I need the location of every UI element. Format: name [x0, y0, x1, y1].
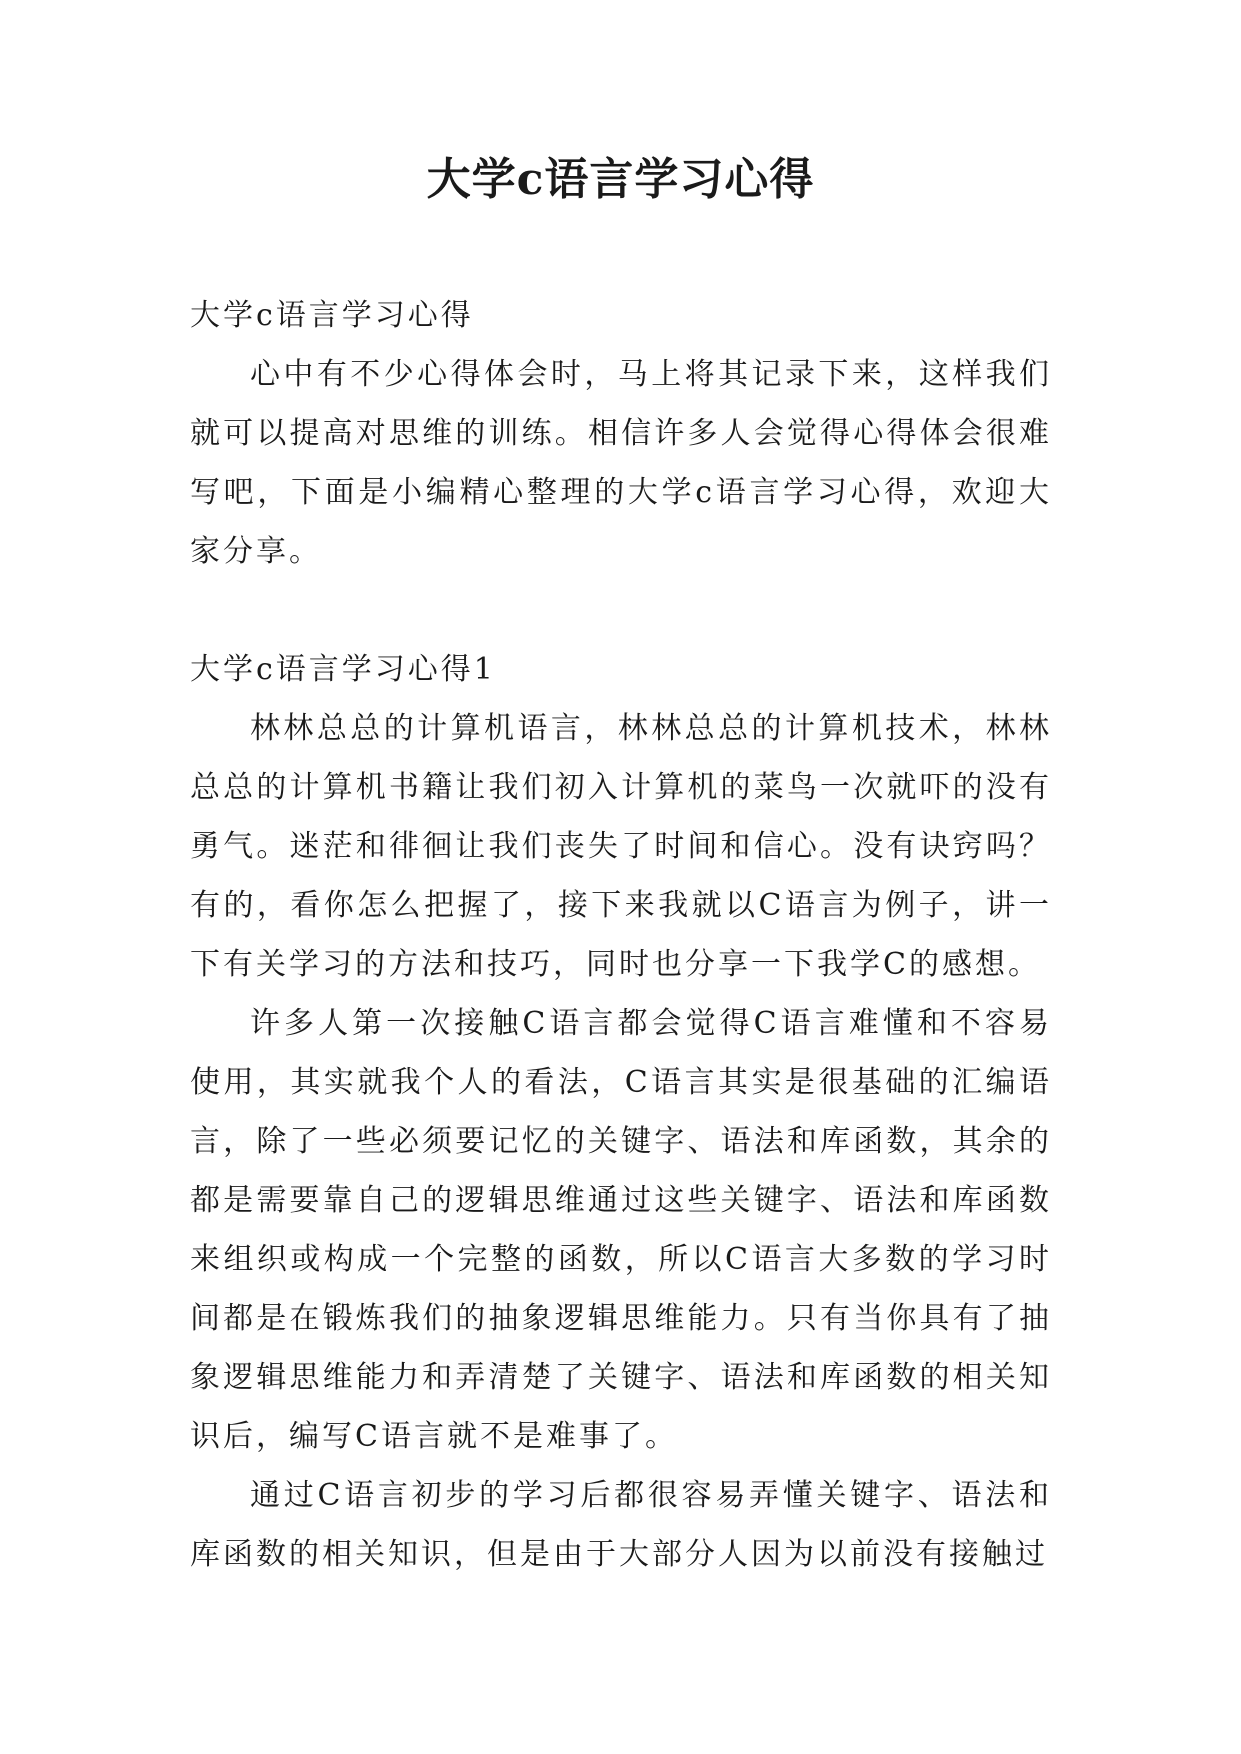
- section-spacer: [190, 581, 1052, 640]
- section1-heading: 大学c语言学习心得1: [190, 652, 496, 687]
- intro-paragraph: 心中有不少心得体会时，马上将其记录下来，这样我们就可以提高对思维的训练。相信许多人会觉得心得体会很难写吧，下面是小编精心整理的大学c语言学习心得，欢迎大家分享。: [190, 357, 1052, 569]
- document-title: 大学c语言学习心得: [426, 154, 815, 205]
- document-body: [190, 286, 1052, 1584]
- intro-heading: 大学c语言学习心得: [190, 298, 474, 333]
- section1-paragraph-2: 许多人第一次接触C语言都会觉得C语言难懂和不容易使用，其实就我个人的看法，C语言其实是很基础的汇编语言，除了一些必须要记忆的关键字、语法和库函数，其余的都是需要靠自己的逻辑思维通过这些关键字、语法和库函数来组织或构成一个完整的函数，所以C语言大多数的学习时间都是在锻炼我们的抽象逻辑思维能力。只有当你具有了抽象逻辑思维能力和弄清楚了关键字、语法和库函数的相关知识后，编写C语言就不是难事了。: [190, 1006, 1052, 1454]
- section1-paragraph-1: 林林总总的计算机语言，林林总总的计算机技术，林林总总的计算机书籍让我们初入计算机的菜鸟一次就吓的没有勇气。迷茫和徘徊让我们丧失了时间和信心。没有诀窍吗？有的，看你怎么把握了，接下来我就以C语言为例子，讲一下有关学习的方法和技巧，同时也分享一下我学C的感想。: [190, 711, 1052, 982]
- section1-paragraph-3: 通过C语言初步的学习后都很容易弄懂关键字、语法和库函数的相关知识，但是由于大部分人因为以前没有接触过: [190, 1478, 1052, 1572]
